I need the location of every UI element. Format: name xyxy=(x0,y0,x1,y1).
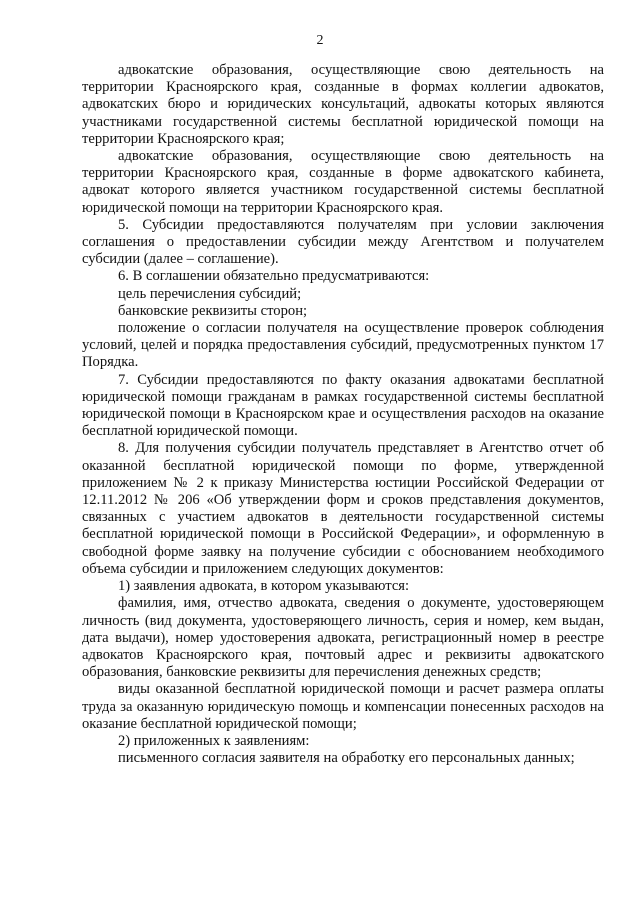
paragraph-item-8: 8. Для получения субсидии получатель представляет в Агентство отчет об оказанной бесплатной юридической помощи по форме, утвержденной приложением № 2 к приказу Министерства юстиции Российской Федерации от 12.11.2012 № 206 «Об утверждении форм и сроков представления документов, связанных с участием адвокатов в деятельности государственной системы бесплатной юридической помощи в Российской Федерации», и оформленную в свободной форме заявку на получение субсидии с обоснованием необходимого объема субсидии и приложением следующих документов: xyxy=(82,440,604,577)
paragraph-advocate-details: фамилия, имя, отчество адвоката, сведения о документе, удостоверяющем личность (вид документа, удостоверяющего личность, серия и номер, кем выдан, дата выдачи), номер удостоверения адвоката, регистрационный номер в реестре адвокатов Красноярского края, почтовый адрес и реквизиты адвокатского образования, банковские реквизиты для перечисления денежных средств; xyxy=(82,595,604,681)
paragraph-item-5: 5. Субсидии предоставляются получателям при условии заключения соглашения о предоставлении субсидии между Агентством и получателем субсидии (далее – соглашение). xyxy=(82,216,604,268)
paragraph-bank-details: банковские реквизиты сторон; xyxy=(118,302,308,319)
paragraph-subitem-2: 2) приложенных к заявлениям: xyxy=(118,732,310,749)
paragraph-consent-personal-data: письменного согласия заявителя на обработку его персональных данных; xyxy=(118,750,575,767)
paragraph-item-7: 7. Субсидии предоставляются по факту оказания адвокатами бесплатной юридической помощи гражданам в рамках государственной системы бесплатной юридической помощи в Красноярском крае и осуществления расходов на оказание бесплатной юридической помощи. xyxy=(82,371,604,440)
document-body xyxy=(82,62,604,767)
paragraph-help-types: виды оказанной бесплатной юридической помощи и расчет размера оплаты труда за оказанную юридическую помощь и компенсации понесенных расходов на оказание бесплатной юридической помощи; xyxy=(82,681,604,732)
paragraph-advocate-formations-collegia: адвокатские образования, осуществляющие свою деятельность на территории Красноярского края, созданные в формах коллегии адвокатов, адвокатских бюро и юридических консультаций, адвокаты которых являются участниками государственной системы бесплатной юридической помощи на территории Красноярского края; xyxy=(82,62,604,147)
paragraph-advocate-cabinet: адвокатские образования, осуществляющие свою деятельность на территории Красноярского края, созданные в форме адвокатского кабинета, адвокат которого является участником государственной системы бесплатной юридической помощи на территории Красноярского края. xyxy=(82,148,604,216)
paragraph-item-6: 6. В соглашении обязательно предусматриваются: xyxy=(118,268,430,285)
paragraph-subsidy-purpose: цель перечисления субсидий; xyxy=(118,285,302,302)
paragraph-consent-inspections: положение о согласии получателя на осуществление проверок соблюдения условий, целей и порядка предоставления субсидий, предусмотренных пунктом 17 Порядка. xyxy=(82,320,604,371)
page-number: 2 xyxy=(316,33,324,48)
paragraph-subitem-1: 1) заявления адвоката, в котором указываются: xyxy=(118,578,410,595)
